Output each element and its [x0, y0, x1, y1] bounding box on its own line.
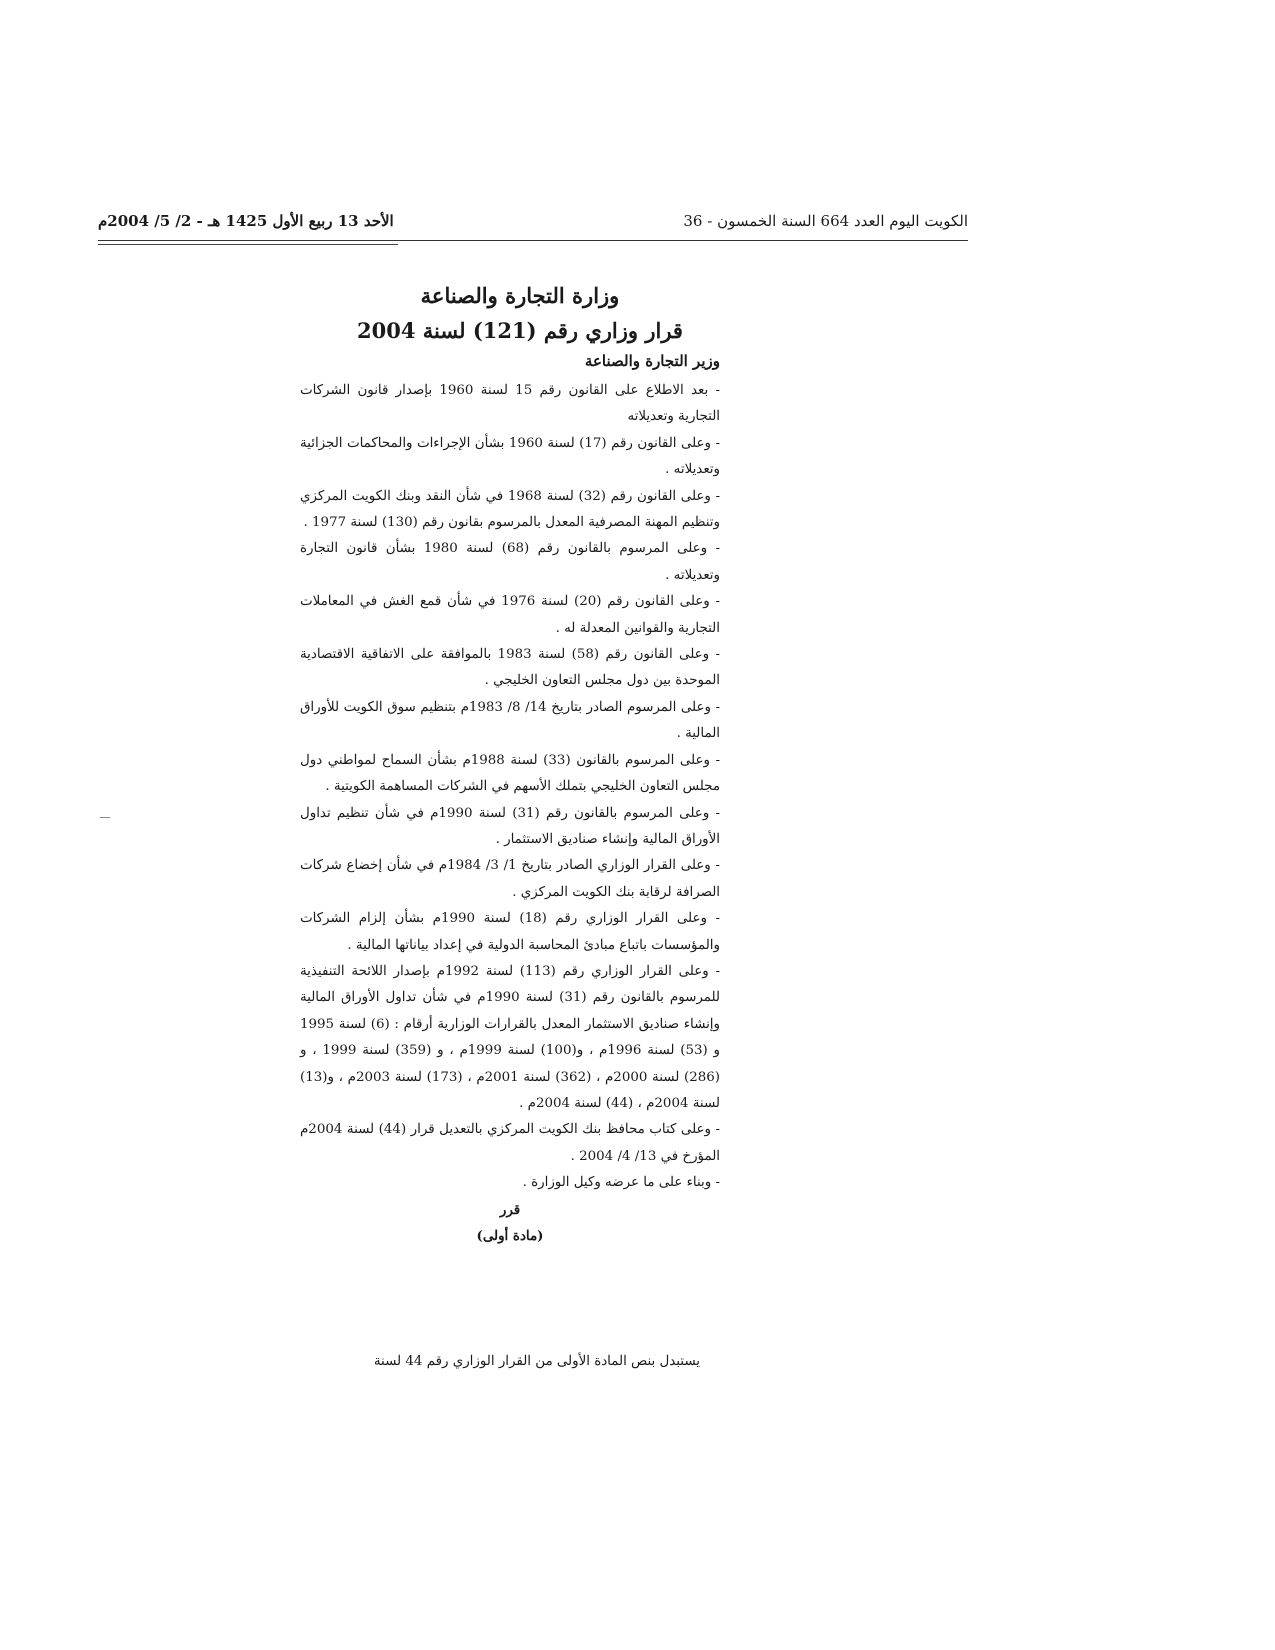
header-issue-info: الكويت اليوم العدد 664 السنة الخمسون - 36	[683, 212, 968, 230]
preamble-paragraph: - وعلى القانون رقم (17) لسنة 1960 بشأن الإجراءات والمحاكمات الجزائية وتعديلاته .	[300, 435, 721, 478]
header-divider	[98, 240, 968, 241]
page-header	[98, 212, 968, 240]
margin-mark	[100, 817, 110, 818]
header-date: الأحد 13 ربيع الأول 1425 هـ - 2/ 5/ 2004م	[98, 212, 394, 230]
article-text: يستبدل بنص المادة الأولى من القرار الوزاري رقم 44 لسنة	[373, 1354, 700, 1369]
minister-line: وزير التجارة والصناعة	[584, 352, 720, 370]
article-heading: (مادة أولى)	[476, 1228, 544, 1244]
preamble-paragraph: - وعلى القانون رقم (58) لسنة 1983 بالموافقة على الاتفاقية الاقتصادية الموحدة بين دول مجلس التعاون الخليجي .	[300, 647, 720, 689]
header-divider-left	[98, 244, 398, 245]
preamble-paragraph: - بعد الاطلاع على القانون رقم 15 لسنة 1960 بإصدار قانون الشركات التجارية وتعديلاته	[300, 383, 720, 425]
preamble-paragraph: - وعلى القرار الوزاري الصادر بتاريخ 1/ 3/ 1984م في شأن إخضاع شركات الصرافة لرقابة بنك الكويت المركزي .	[300, 858, 720, 900]
preamble-paragraph: - وعلى القانون رقم (32) لسنة 1968 في شأن النقد وبنك الكويت المركزي وتنظيم المهنة المصرفية المعدل بالمرسوم بقانون رقم (130) لسنة 1977 .	[300, 488, 720, 531]
preamble-paragraph: - وعلى المرسوم بالقانون رقم (68) لسنة 1980 بشأن قانون التجارة وتعديلاته .	[300, 541, 720, 583]
preamble-paragraph: - وعلى القانون رقم (20) لسنة 1976 في شأن قمع الغش في المعاملات التجارية والقوانين المعدلة له .	[300, 594, 720, 636]
decision-title: قرار وزاري رقم (121) لسنة 2004	[357, 318, 683, 343]
preamble-paragraph: - وعلى القرار الوزاري رقم (113) لسنة 1992م بإصدار اللائحة التنفيذية للمرسوم بالقانون رقم (31) لسنة 1990م في شأن تداول الأوراق المالية وإنشاء صناديق الاستثمار المعدل بالقرارات الوزارية أرقام : (6) لسنة 1995 و (53) لسنة 1996م ، و(100) لسنة 1999م ، و (359) لسنة 1999 ، و (286) لسنة 2000م ، (362) لسنة 2001م ، (173) لسنة 2003م ، و(13) لسنة 2004م ، (44) لسنة 2004م .	[300, 963, 721, 1111]
decision-body	[300, 378, 720, 1249]
decided-heading: قرر	[499, 1201, 521, 1218]
preamble-paragraph: - وعلى كتاب محافظ بنك الكويت المركزي بالتعديل قرار (44) لسنة 2004م المؤرخ في 13/ 4/ 2004 .	[300, 1122, 720, 1164]
ministry-title: وزارة التجارة والصناعة	[420, 283, 620, 308]
preamble-paragraph: - وعلى القرار الوزاري رقم (18) لسنة 1990م بشأن إلزام الشركات والمؤسسات باتباع مبادئ المحاسبة الدولية في إعداد بياناتها المالية .	[300, 911, 720, 953]
preamble-paragraph: - وعلى المرسوم بالقانون رقم (31) لسنة 1990م في شأن تنظيم تداول الأوراق المالية وإنشاء صناديق الاستثمار .	[300, 805, 720, 847]
preamble-paragraph: - وبناء على ما عرضه وكيل الوزارة .	[522, 1175, 720, 1191]
preamble-paragraph: - وعلى المرسوم بالقانون (33) لسنة 1988م بشأن السماح لمواطني دول مجلس التعاون الخليجي بتملك الأسهم في الشركات المساهمة الكويتية .	[300, 752, 720, 795]
preamble-paragraph: - وعلى المرسوم الصادر بتاريخ 14/ 8/ 1983م بتنظيم سوق الكويت للأوراق المالية .	[300, 699, 720, 742]
